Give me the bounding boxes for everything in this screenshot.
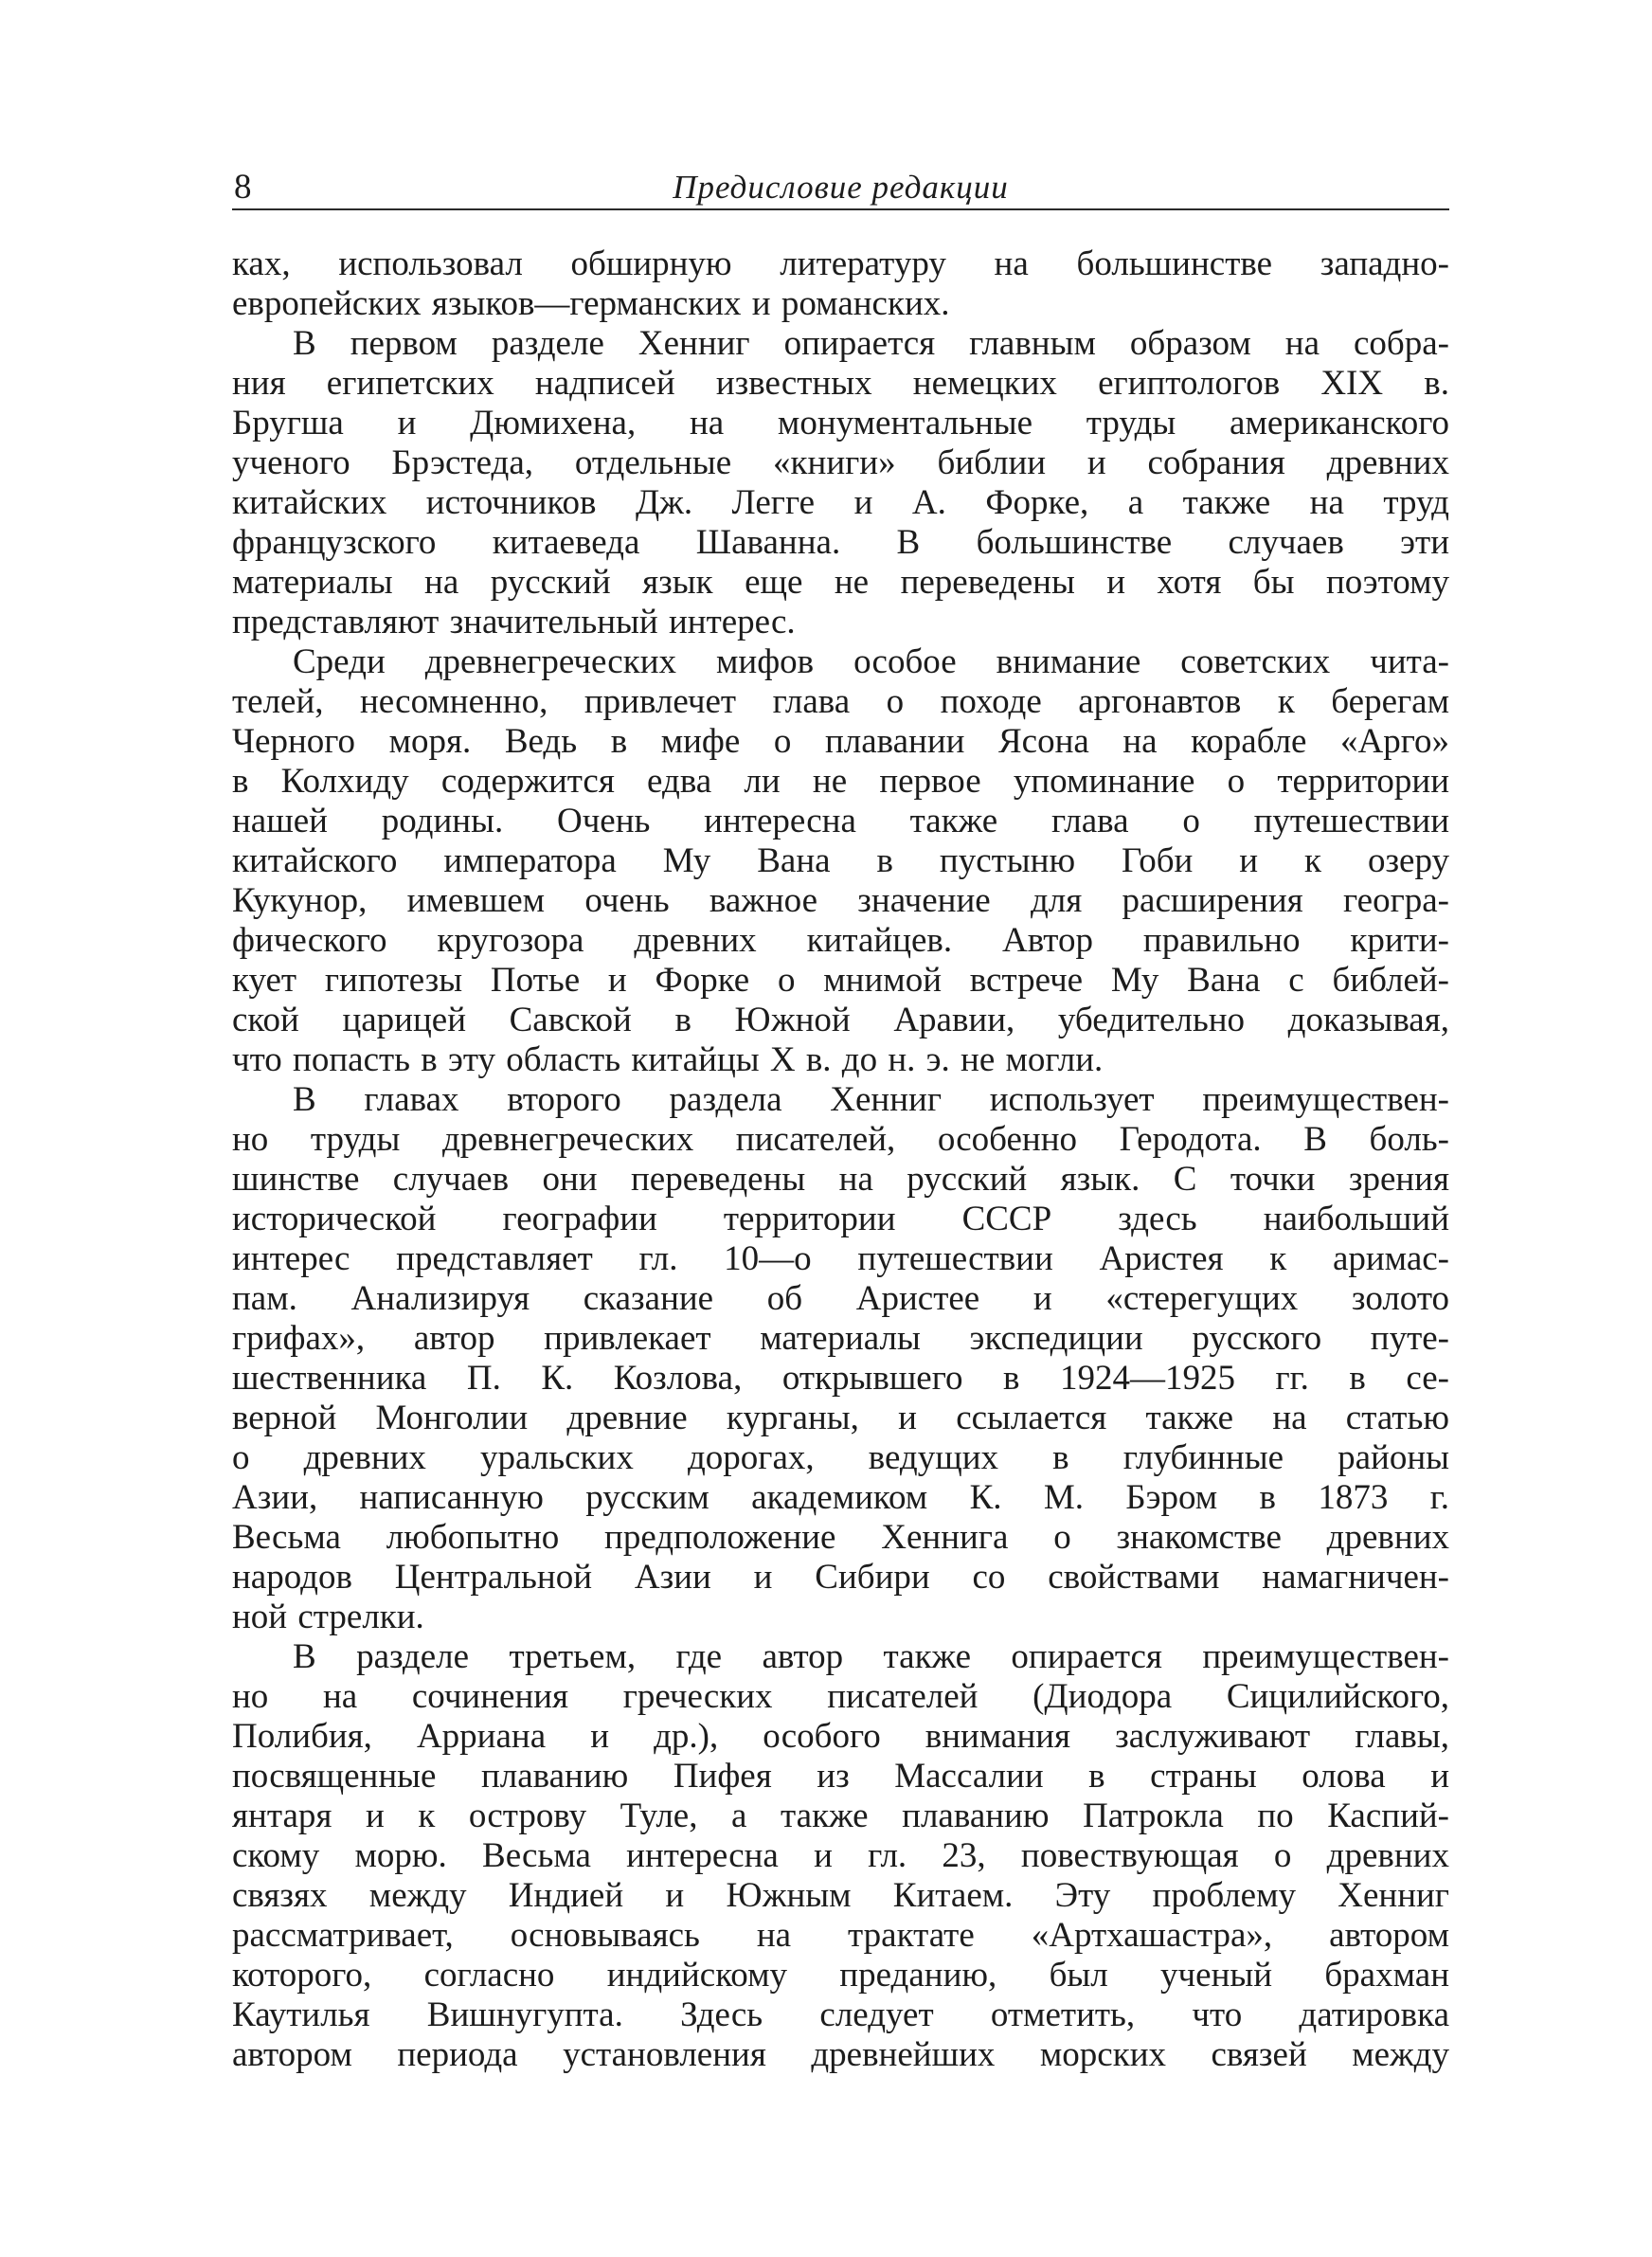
running-title: Предисловие редакции	[673, 169, 1009, 206]
header-rule	[232, 208, 1449, 210]
text-line: посвященные плаванию Пифея из Массалии в страны олова и	[232, 1757, 1449, 1796]
text-line: янтаря и к острову Туле, а также плаванию Патрокла по Каспий-	[232, 1797, 1449, 1835]
text-line: народов Центральной Азии и Сибири со свойствами намагничен-	[232, 1558, 1449, 1597]
text-line: скому морю. Весьма интересна и гл. 23, повествующая о древних	[232, 1836, 1449, 1875]
text-line: китайских источников Дж. Легге и А. Форке, а также на труд	[232, 483, 1449, 522]
text-line: ученого Брэстеда, отдельные «книги» библии и собрания древних	[232, 443, 1449, 482]
text-line: но труды древнегреческих писателей, особенно Геродота. В боль-	[232, 1120, 1449, 1159]
text-line: Азии, написанную русским академиком К. М. Бэром в 1873 г.	[232, 1478, 1449, 1517]
text-line: шественника П. К. Козлова, открывшего в 1924—1925 гг. в се-	[232, 1359, 1449, 1398]
text-line: в Колхиду содержится едва ли не первое упоминание о территории	[232, 762, 1449, 801]
text-line: интерес представляет гл. 10—о путешествии Аристея к аримас-	[232, 1239, 1449, 1278]
text-line: Кукунор, имевшем очень важное значение для расширения геогра-	[232, 881, 1449, 920]
text-line: представляют значительный интерес.	[232, 603, 796, 641]
text-line: что попасть в эту область китайцы X в. до н. э. не могли.	[232, 1040, 1104, 1079]
page-number: 8	[234, 168, 252, 207]
running-head	[232, 163, 1449, 210]
text-line: шинстве случаев они переведены на русский язык. С точки зрения	[232, 1160, 1449, 1199]
text-line: о древних уральских дорогах, ведущих в глубинные районы	[232, 1438, 1449, 1477]
text-line: Среди древнегреческих мифов особое внимание советских чита-	[293, 642, 1449, 681]
text-line: исторической географии территории СССР здесь наибольший	[232, 1200, 1449, 1238]
text-line: Бругша и Дюмихена, на монументальные труды американского	[232, 404, 1449, 442]
text-line: В разделе третьем, где автор также опирается преимуществен-	[293, 1637, 1449, 1676]
text-line: Полибия, Арриана и др.), особого внимания заслуживают главы,	[232, 1717, 1449, 1756]
text-line: ной стрелки.	[232, 1598, 424, 1636]
text-line: китайского императора Му Вана в пустыню Гоби и к озеру	[232, 841, 1449, 880]
text-line: связях между Индией и Южным Китаем. Эту проблему Хенниг	[232, 1876, 1449, 1915]
text-line: Черного моря. Ведь в мифе о плавании Ясона на корабле «Арго»	[232, 722, 1449, 761]
text-line: Весьма любопытно предположение Хеннига о знакомстве древних	[232, 1518, 1449, 1557]
text-line: нашей родины. Очень интересна также глава о путешествии	[232, 802, 1449, 840]
text-line: В главах второго раздела Хенниг использует преимуществен-	[293, 1080, 1449, 1119]
text-line: но на сочинения греческих писателей (Диодора Сицилийского,	[232, 1677, 1449, 1716]
text-line: ской царицей Савской в Южной Аравии, убедительно доказывая,	[232, 1001, 1449, 1039]
text-line: ках, использовал обширную литературу на большинстве западно-	[232, 244, 1449, 283]
text-line: верной Монголии древние курганы, и ссылается также на статью	[232, 1399, 1449, 1437]
text-line: которого, согласно индийскому преданию, был ученый брахман	[232, 1956, 1449, 1995]
text-line: европейских языков—германских и романских.	[232, 284, 950, 323]
text-line: рассматривает, основываясь на трактате «Артхашастра», автором	[232, 1916, 1449, 1955]
text-line: ния египетских надписей известных немецких египтологов XIX в.	[232, 364, 1449, 403]
text-line: В первом разделе Хенниг опирается главным образом на собра-	[293, 324, 1449, 363]
text-line: фического кругозора древних китайцев. Автор правильно крити-	[232, 921, 1449, 960]
text-line: телей, несомненно, привлечет глава о походе аргонавтов к берегам	[232, 682, 1449, 721]
text-line: грифах», автор привлекает материалы экспедиции русского путе-	[232, 1319, 1449, 1358]
text-line: Каутилья Вишнугупта. Здесь следует отметить, что датировка	[232, 1995, 1449, 2034]
text-line: автором периода установления древнейших морских связей между	[232, 2035, 1449, 2074]
text-line: кует гипотезы Потье и Форке о мнимой встрече Му Вана с библей-	[232, 961, 1449, 1000]
text-line: французского китаеведа Шаванна. В большинстве случаев эти	[232, 523, 1449, 562]
text-line: пам. Анализируя сказание об Аристее и «стерегущих золото	[232, 1279, 1449, 1318]
body-text	[232, 244, 1449, 2075]
text-line: материалы на русский язык еще не переведены и хотя бы поэтому	[232, 563, 1449, 602]
